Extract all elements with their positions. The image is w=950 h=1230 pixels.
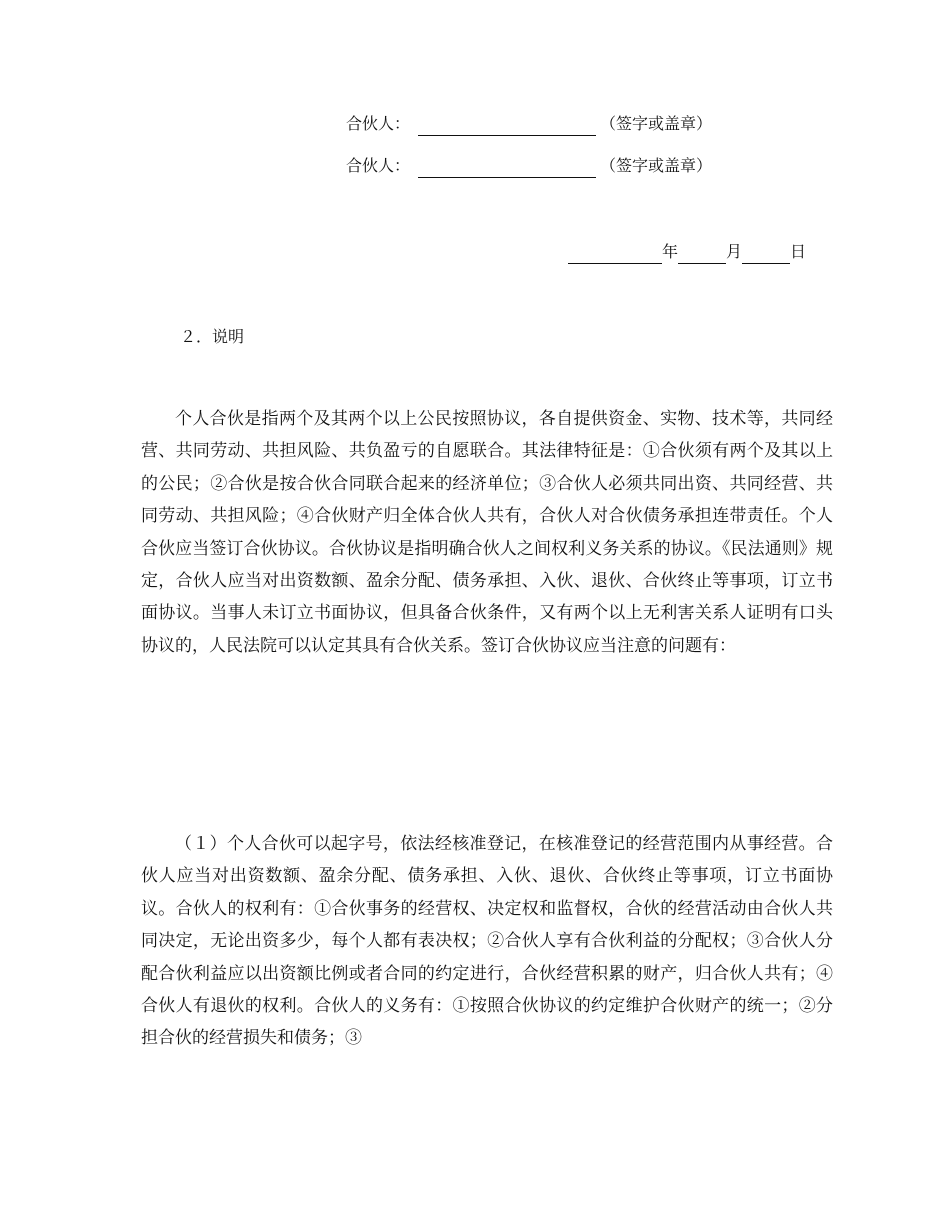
month-label: 月	[726, 242, 743, 261]
date-line	[568, 240, 806, 264]
paragraph-overview: 个人合伙是指两个及其两个以上公民按照协议，各自提供资金、实物、技术等，共同经营、共同劳动、共担风险、共负盈亏的自愿联合。其法律特征是：①合伙须有两个及其以上的公民；②合伙是按合伙合同联合起来的经济单位；③合伙人必须共同出资、共同经营、共同劳动、共担风险；④合伙财产归全体合伙人共有，合伙人对合伙债务承担连带责任。个人合伙应当签订合伙协议。合伙协议是指明确合伙人之间权利义务关系的协议。《民法通则》规定，合伙人应当对出资数额、盈余分配、债务承担、入伙、退伙、合伙终止等事项，订立书面协议。当事人未订立书面协议，但具备合伙条件，又有两个以上无利害关系人证明有口头协议的，人民法院可以认定其具有合伙关系。签订合伙协议应当注意的问题有：	[141, 409, 833, 656]
day-blank	[742, 245, 790, 264]
paragraph-point-1: （１）个人合伙可以起字号，依法经核准登记，在核准登记的经营范围内从事经营。合伙人应当对出资数额、盈余分配、债务承担、入伙、退伙、合伙终止等事项，订立书面协议。合伙人的权利有：①合伙事务的经营权、决定权和监督权，合伙的经营活动由合伙人共同决定，无论出资多少，每个人都有表决权；②合伙人享有合伙利益的分配权；③合伙人分配合伙利益应以出资额比例或者合同的约定进行，合伙经营积累的财产，归合伙人共有；④合伙人有退伙的权利。合伙人的义务有：①按照合伙协议的约定维护合伙财产的统一；②分担合伙的经营损失和债务；③	[141, 834, 833, 1049]
year-blank	[568, 245, 662, 264]
signature-blank	[418, 159, 596, 178]
year-label: 年	[662, 242, 679, 261]
signature-line-1	[346, 112, 712, 136]
signature-label: 合伙人：	[346, 156, 411, 175]
month-blank	[678, 245, 726, 264]
signature-label: 合伙人：	[346, 114, 411, 133]
signature-blank	[418, 117, 596, 136]
section-heading: ２．说明	[180, 327, 245, 346]
signature-note: （签字或盖章）	[600, 156, 713, 175]
day-label: 日	[790, 242, 807, 261]
signature-note: （签字或盖章）	[600, 114, 713, 133]
signature-line-2	[346, 154, 712, 178]
